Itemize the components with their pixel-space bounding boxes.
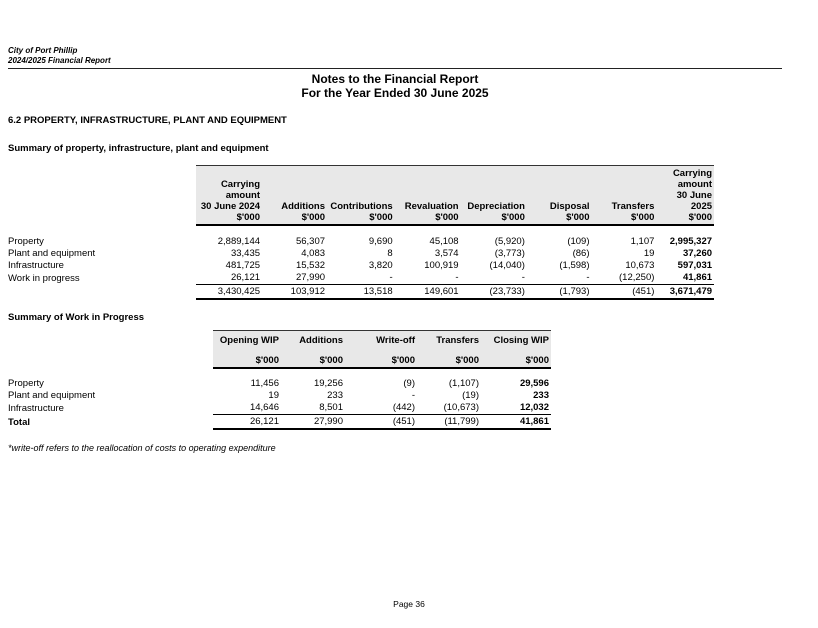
unit-label: $'000: [566, 212, 590, 223]
report-title-block: [8, 72, 782, 100]
column-header-label: Carrying amount: [672, 168, 713, 190]
column-header-opening-wip: [213, 330, 281, 368]
total-value: 149,601: [395, 285, 461, 299]
cell-value: 9,690: [368, 236, 393, 247]
total-value: (23,733): [461, 285, 527, 299]
unit-label: $'000: [255, 355, 279, 366]
cell-value: 4,083: [301, 248, 326, 259]
cell-value: 2,889,144: [217, 236, 261, 247]
unit-label: $'000: [455, 355, 479, 366]
spacer-row: [8, 368, 551, 378]
column-header-carrying-2024: [196, 166, 262, 226]
total-value: (11,799): [417, 415, 481, 429]
unit-label: $'000: [301, 212, 326, 223]
column-header-carrying-2025: [656, 166, 714, 226]
table-row: [8, 402, 551, 415]
column-header-label: Additions: [299, 335, 343, 346]
page-number: Page 36: [393, 599, 425, 609]
cell-value: 19: [643, 248, 655, 259]
column-header-date: 30 June 2024: [200, 201, 261, 212]
document-header: [8, 46, 782, 69]
table-row: [8, 272, 782, 285]
column-header-date: 30 June 2025: [676, 190, 713, 212]
cell-value: 37,260: [682, 248, 713, 259]
report-name: 2024/2025 Financial Report: [8, 56, 111, 65]
column-header-label: Contributions: [330, 201, 393, 212]
column-header-additions: [262, 166, 327, 226]
total-value: 3,671,479: [656, 285, 714, 299]
column-header-label: Additions: [281, 201, 326, 212]
cell-value: (442): [392, 402, 415, 413]
cell-value: (1,107): [448, 378, 479, 389]
total-value: 26,121: [213, 415, 281, 429]
row-label: Infrastructure: [8, 260, 64, 271]
column-header-write-off: [345, 330, 417, 368]
cell-value: 3,574: [434, 248, 459, 259]
column-header-disposal: [527, 166, 592, 226]
ppe-summary-table: [8, 165, 782, 300]
total-value: 3,430,425: [196, 285, 262, 299]
cell-value: (109): [567, 236, 590, 247]
footnote: *write-off refers to the reallocation of costs to operating expenditure: [8, 442, 276, 453]
cell-value: -: [455, 272, 459, 283]
cell-value: (12,250): [619, 272, 655, 283]
column-header-depreciation: [461, 166, 527, 226]
unit-label: $'000: [525, 355, 549, 366]
total-value: 41,861: [481, 415, 551, 429]
ppe-header-row: [8, 166, 782, 226]
wip-summary-table: [8, 330, 551, 430]
cell-value: (9): [403, 378, 415, 389]
cell-value: 1,107: [630, 236, 655, 247]
unit-label: $'000: [391, 355, 415, 366]
cell-value: 233: [533, 390, 549, 401]
cell-value: 26,121: [230, 272, 261, 283]
cell-value: 56,307: [295, 236, 326, 247]
column-header-label: Write-off: [376, 335, 415, 346]
cell-value: 19: [268, 390, 279, 401]
cell-value: 27,990: [295, 272, 326, 283]
column-header-additions: [281, 330, 345, 368]
cell-value: 15,532: [295, 260, 326, 271]
wip-table-heading: Summary of Work in Progress: [8, 311, 145, 323]
cell-value: 233: [327, 390, 343, 401]
ppe-table-heading: Summary of property, infrastructure, plant and equipment: [8, 143, 269, 154]
cell-value: 41,861: [682, 272, 713, 283]
total-value: 27,990: [281, 415, 345, 429]
cell-value: -: [389, 272, 393, 283]
table-row: [8, 248, 782, 260]
cell-value: (19): [462, 390, 479, 401]
row-label: Total: [8, 416, 30, 428]
document-page: [8, 46, 782, 454]
table-row: [8, 260, 782, 272]
table-row: [8, 378, 551, 390]
column-header-label: Opening WIP: [219, 335, 279, 346]
unit-label: $'000: [236, 212, 261, 223]
row-label: [8, 285, 196, 299]
cell-value: (14,040): [489, 260, 525, 271]
wip-header-blank: [8, 330, 213, 368]
cell-value: 2,995,327: [669, 236, 713, 247]
column-header-label: Closing WIP: [493, 335, 549, 346]
ppe-header-blank: [8, 166, 196, 226]
cell-value: 14,646: [249, 402, 279, 413]
row-label: Plant and equipment: [8, 248, 96, 259]
org-name: City of Port Phillip: [8, 46, 78, 55]
row-label: Property: [8, 378, 44, 389]
cell-value: 33,435: [230, 248, 261, 259]
cell-value: (86): [572, 248, 590, 259]
cell-value: 481,725: [225, 260, 261, 271]
column-header-label: Transfers: [436, 335, 479, 346]
cell-value: 8,501: [319, 402, 343, 413]
cell-value: 19,256: [313, 378, 343, 389]
unit-label: $'000: [631, 212, 655, 223]
cell-value: 597,031: [677, 260, 713, 271]
column-header-label: Carrying amount: [220, 179, 261, 201]
column-header-transfers: [417, 330, 481, 368]
wip-header-row: [8, 330, 551, 368]
row-label: Property: [8, 236, 44, 247]
cell-value: 3,820: [368, 260, 393, 271]
cell-value: (10,673): [443, 402, 479, 413]
unit-label: $'000: [435, 212, 459, 223]
total-value: 103,912: [262, 285, 327, 299]
cell-value: 12,032: [519, 402, 549, 413]
unit-label: $'000: [501, 212, 525, 223]
column-header-label: Depreciation: [467, 201, 525, 212]
cell-value: (5,920): [494, 236, 525, 247]
cell-value: 29,596: [519, 378, 549, 389]
total-value: 13,518: [327, 285, 395, 299]
cell-value: 10,673: [625, 260, 655, 271]
report-subtitle: For the Year Ended 30 June 2025: [301, 86, 489, 100]
cell-value: -: [411, 390, 415, 401]
unit-label: $'000: [369, 212, 393, 223]
total-value: (1,793): [527, 285, 592, 299]
cell-value: 45,108: [429, 236, 459, 247]
total-value: (451): [345, 415, 417, 429]
unit-label: $'000: [319, 355, 343, 366]
cell-value: -: [586, 272, 590, 283]
cell-value: 100,919: [424, 260, 459, 271]
row-label: Infrastructure: [8, 402, 64, 414]
cell-value: (3,773): [494, 248, 525, 259]
unit-label: $'000: [688, 212, 713, 223]
cell-value: -: [521, 272, 525, 283]
total-row: [8, 285, 782, 299]
column-header-label: Revaluation: [404, 201, 459, 212]
cell-value: 11,456: [250, 378, 279, 389]
row-label: Plant and equipment: [8, 390, 96, 401]
cell-value: 8: [387, 248, 393, 259]
total-row: [8, 415, 551, 429]
total-value: (451): [592, 285, 657, 299]
column-header-contributions: [327, 166, 395, 226]
column-header-closing-wip: [481, 330, 551, 368]
report-title: Notes to the Financial Report: [311, 72, 479, 86]
column-header-revaluation: [395, 166, 461, 226]
cell-value: (1,598): [559, 260, 590, 271]
row-label: Work in progress: [8, 272, 80, 284]
table-row: [8, 236, 782, 248]
section-heading: 6.2 PROPERTY, INFRASTRUCTURE, PLANT AND EQUIPMENT: [8, 115, 287, 126]
column-header-label: Transfers: [611, 201, 655, 212]
table-row: [8, 390, 551, 402]
column-header-transfers: [592, 166, 657, 226]
column-header-label: Disposal: [549, 201, 590, 212]
spacer-row: [8, 225, 782, 236]
